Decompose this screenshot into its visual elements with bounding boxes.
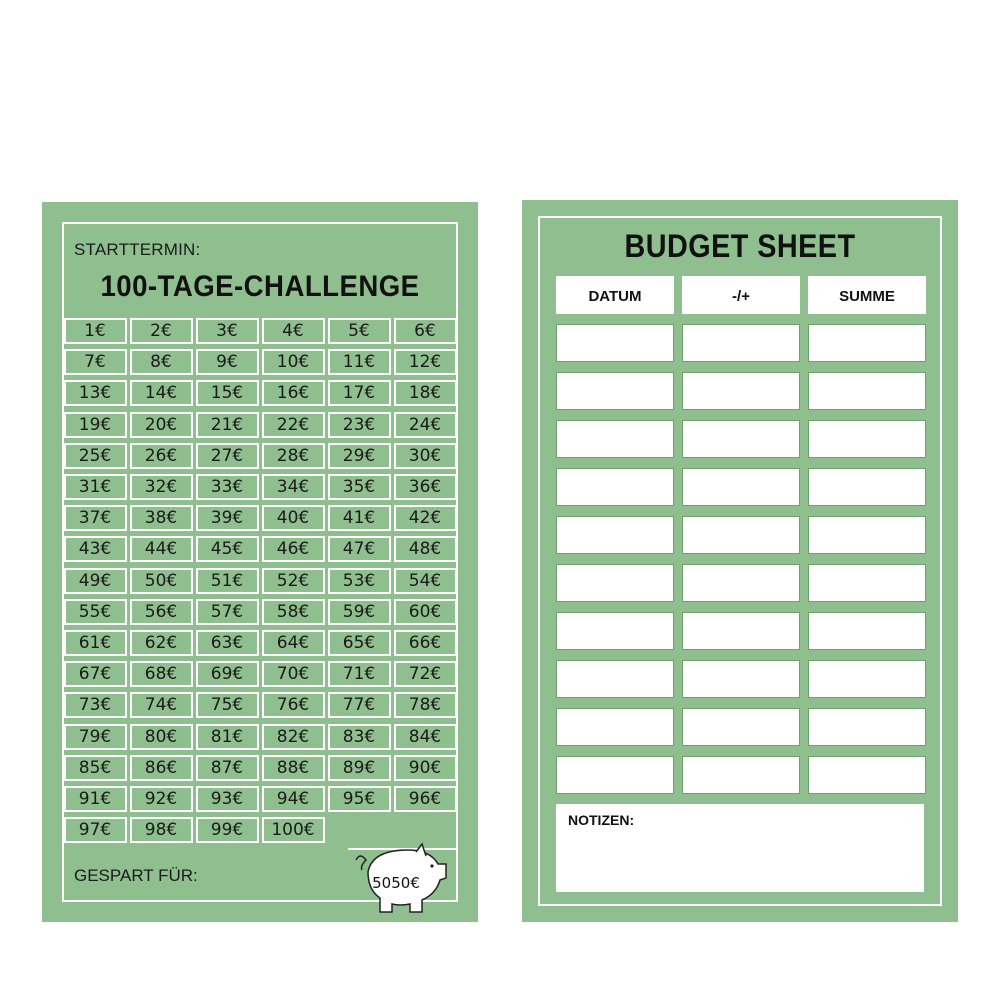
amount-cell[interactable]: 12€ xyxy=(394,349,457,375)
amount-cell[interactable]: 29€ xyxy=(328,443,391,469)
budget-entry-cell[interactable] xyxy=(808,756,926,794)
amount-cell[interactable]: 69€ xyxy=(196,661,259,687)
amount-cell[interactable]: 27€ xyxy=(196,443,259,469)
amount-cell[interactable]: 15€ xyxy=(196,380,259,406)
amount-cell[interactable]: 96€ xyxy=(394,786,457,812)
budget-entry-cell[interactable] xyxy=(556,756,674,794)
amount-cell[interactable]: 65€ xyxy=(328,630,391,656)
amount-cell[interactable]: 80€ xyxy=(130,724,193,750)
amount-cell[interactable]: 52€ xyxy=(262,568,325,594)
budget-entry-cell[interactable] xyxy=(808,660,926,698)
amount-cell[interactable]: 100€ xyxy=(262,817,325,843)
budget-title: BUDGET SHEET xyxy=(624,228,856,264)
budget-frame xyxy=(538,216,942,906)
amount-cell[interactable]: 75€ xyxy=(196,692,259,718)
amount-cell[interactable]: 87€ xyxy=(196,755,259,781)
budget-entry-cell[interactable] xyxy=(556,372,674,410)
amount-cell[interactable]: 90€ xyxy=(394,755,457,781)
amount-cell[interactable]: 54€ xyxy=(394,568,457,594)
amount-cell[interactable]: 86€ xyxy=(130,755,193,781)
amount-cell[interactable]: 64€ xyxy=(262,630,325,656)
amount-cell[interactable]: 34€ xyxy=(262,474,325,500)
column-header-date: DATUM xyxy=(556,276,674,314)
budget-entry-cell[interactable] xyxy=(556,612,674,650)
budget-entry-cell[interactable] xyxy=(808,372,926,410)
amount-cell[interactable]: 35€ xyxy=(328,474,391,500)
amount-cell[interactable]: 57€ xyxy=(196,599,259,625)
amount-cell[interactable]: 67€ xyxy=(64,661,127,687)
budget-entry-cell[interactable] xyxy=(808,516,926,554)
amount-cell[interactable]: 99€ xyxy=(196,817,259,843)
amount-cell[interactable]: 14€ xyxy=(130,380,193,406)
amount-cell[interactable]: 84€ xyxy=(394,724,457,750)
amount-cell[interactable]: 47€ xyxy=(328,536,391,562)
amount-cell[interactable]: 16€ xyxy=(262,380,325,406)
amount-cell[interactable]: 21€ xyxy=(196,412,259,438)
notes-label: NOTIZEN: xyxy=(568,812,635,828)
amount-cell[interactable]: 10€ xyxy=(262,349,325,375)
amount-cell[interactable]: 18€ xyxy=(394,380,457,406)
amount-cell[interactable]: 2€ xyxy=(130,318,193,344)
budget-card xyxy=(522,200,958,922)
budget-entry-cell[interactable] xyxy=(808,468,926,506)
amount-cell[interactable]: 5€ xyxy=(328,318,391,344)
budget-entry-cell[interactable] xyxy=(808,708,926,746)
budget-entry-cell[interactable] xyxy=(556,708,674,746)
amount-cell[interactable]: 55€ xyxy=(64,599,127,625)
amount-cell[interactable]: 70€ xyxy=(262,661,325,687)
column-header-sum: SUMME xyxy=(808,276,926,314)
budget-entry-cell[interactable] xyxy=(808,324,926,362)
amount-cell[interactable]: 48€ xyxy=(394,536,457,562)
amount-cell[interactable]: 58€ xyxy=(262,599,325,625)
amount-cell[interactable]: 97€ xyxy=(64,817,127,843)
amount-cell[interactable]: 56€ xyxy=(130,599,193,625)
amount-cell[interactable]: 93€ xyxy=(196,786,259,812)
amount-cell[interactable]: 43€ xyxy=(64,536,127,562)
budget-entry-cell[interactable] xyxy=(682,612,800,650)
budget-entry-cell[interactable] xyxy=(682,564,800,602)
amount-cell[interactable]: 79€ xyxy=(64,724,127,750)
budget-entry-cell[interactable] xyxy=(808,612,926,650)
budget-entry-cell[interactable] xyxy=(556,324,674,362)
amount-cell[interactable]: 73€ xyxy=(64,692,127,718)
amount-cell[interactable]: 82€ xyxy=(262,724,325,750)
amount-cell[interactable]: 61€ xyxy=(64,630,127,656)
amount-cell[interactable]: 53€ xyxy=(328,568,391,594)
amount-cell[interactable]: 45€ xyxy=(196,536,259,562)
amount-cell[interactable]: 17€ xyxy=(328,380,391,406)
amount-cell[interactable]: 71€ xyxy=(328,661,391,687)
amount-cell[interactable]: 9€ xyxy=(196,349,259,375)
challenge-title: 100-TAGE-CHALLENGE xyxy=(100,270,420,303)
amount-cell[interactable]: 6€ xyxy=(394,318,457,344)
amount-cell[interactable]: 8€ xyxy=(130,349,193,375)
amount-cell[interactable]: 77€ xyxy=(328,692,391,718)
amount-cell[interactable]: 31€ xyxy=(64,474,127,500)
amount-cell[interactable]: 4€ xyxy=(262,318,325,344)
amount-cell[interactable]: 38€ xyxy=(130,505,193,531)
amount-cell[interactable]: 25€ xyxy=(64,443,127,469)
amount-cell[interactable]: 63€ xyxy=(196,630,259,656)
amount-cell[interactable]: 66€ xyxy=(394,630,457,656)
amount-cell[interactable]: 3€ xyxy=(196,318,259,344)
budget-entry-cell[interactable] xyxy=(682,324,800,362)
challenge-card xyxy=(42,202,478,922)
budget-entry-cell[interactable] xyxy=(556,468,674,506)
budget-entry-cell[interactable] xyxy=(682,660,800,698)
amount-cell[interactable]: 32€ xyxy=(130,474,193,500)
budget-entry-cell[interactable] xyxy=(556,420,674,458)
budget-entry-cell[interactable] xyxy=(682,516,800,554)
amount-cell[interactable]: 37€ xyxy=(64,505,127,531)
total-amount-badge: 5050€ xyxy=(372,874,420,892)
saved-for-label: GESPART FÜR: xyxy=(74,866,198,885)
amount-cell[interactable]: 62€ xyxy=(130,630,193,656)
budget-entry-cell[interactable] xyxy=(682,708,800,746)
budget-entry-cell[interactable] xyxy=(808,564,926,602)
amount-cell[interactable]: 1€ xyxy=(64,318,127,344)
budget-entry-cell[interactable] xyxy=(556,516,674,554)
amount-cell[interactable]: 33€ xyxy=(196,474,259,500)
column-header-change: -/+ xyxy=(682,276,800,314)
amount-cell[interactable]: 74€ xyxy=(130,692,193,718)
amount-cell[interactable]: 39€ xyxy=(196,505,259,531)
amount-cell[interactable]: 19€ xyxy=(64,412,127,438)
amount-cell[interactable]: 89€ xyxy=(328,755,391,781)
amount-cell[interactable]: 30€ xyxy=(394,443,457,469)
amount-cell[interactable]: 7€ xyxy=(64,349,127,375)
budget-entry-cell[interactable] xyxy=(556,564,674,602)
amount-cell[interactable]: 40€ xyxy=(262,505,325,531)
amount-cell[interactable]: 83€ xyxy=(328,724,391,750)
amount-cell[interactable]: 51€ xyxy=(196,568,259,594)
amount-cell[interactable]: 72€ xyxy=(394,661,457,687)
amount-cell[interactable]: 59€ xyxy=(328,599,391,625)
amount-cell[interactable]: 91€ xyxy=(64,786,127,812)
amount-cell[interactable]: 95€ xyxy=(328,786,391,812)
budget-entry-cell[interactable] xyxy=(682,420,800,458)
amount-cell[interactable]: 28€ xyxy=(262,443,325,469)
amount-cell[interactable]: 85€ xyxy=(64,755,127,781)
amount-cell[interactable]: 88€ xyxy=(262,755,325,781)
amount-cell[interactable]: 20€ xyxy=(130,412,193,438)
amount-cell[interactable]: 24€ xyxy=(394,412,457,438)
amount-cell[interactable]: 36€ xyxy=(394,474,457,500)
amount-cell[interactable]: 68€ xyxy=(130,661,193,687)
amount-cell[interactable]: 11€ xyxy=(328,349,391,375)
amount-cell[interactable]: 23€ xyxy=(328,412,391,438)
budget-entry-cell[interactable] xyxy=(682,372,800,410)
budget-entry-cell[interactable] xyxy=(682,756,800,794)
amount-cell[interactable]: 98€ xyxy=(130,817,193,843)
amount-cell[interactable]: 78€ xyxy=(394,692,457,718)
amount-cell[interactable]: 13€ xyxy=(64,380,127,406)
start-date-label: STARTTERMIN: xyxy=(74,240,201,259)
amount-cell[interactable]: 76€ xyxy=(262,692,325,718)
amount-cell[interactable]: 46€ xyxy=(262,536,325,562)
amount-cell[interactable]: 94€ xyxy=(262,786,325,812)
amount-cell[interactable]: 50€ xyxy=(130,568,193,594)
budget-entry-cell[interactable] xyxy=(556,660,674,698)
budget-entry-cell[interactable] xyxy=(808,420,926,458)
amount-cell[interactable]: 44€ xyxy=(130,536,193,562)
amount-cell[interactable]: 26€ xyxy=(130,443,193,469)
amount-cell[interactable]: 81€ xyxy=(196,724,259,750)
amount-cell[interactable]: 92€ xyxy=(130,786,193,812)
amount-cell[interactable]: 41€ xyxy=(328,505,391,531)
budget-entry-cell[interactable] xyxy=(682,468,800,506)
amount-cell[interactable]: 49€ xyxy=(64,568,127,594)
amount-cell[interactable]: 60€ xyxy=(394,599,457,625)
amount-cell[interactable]: 42€ xyxy=(394,505,457,531)
amount-cell[interactable]: 22€ xyxy=(262,412,325,438)
